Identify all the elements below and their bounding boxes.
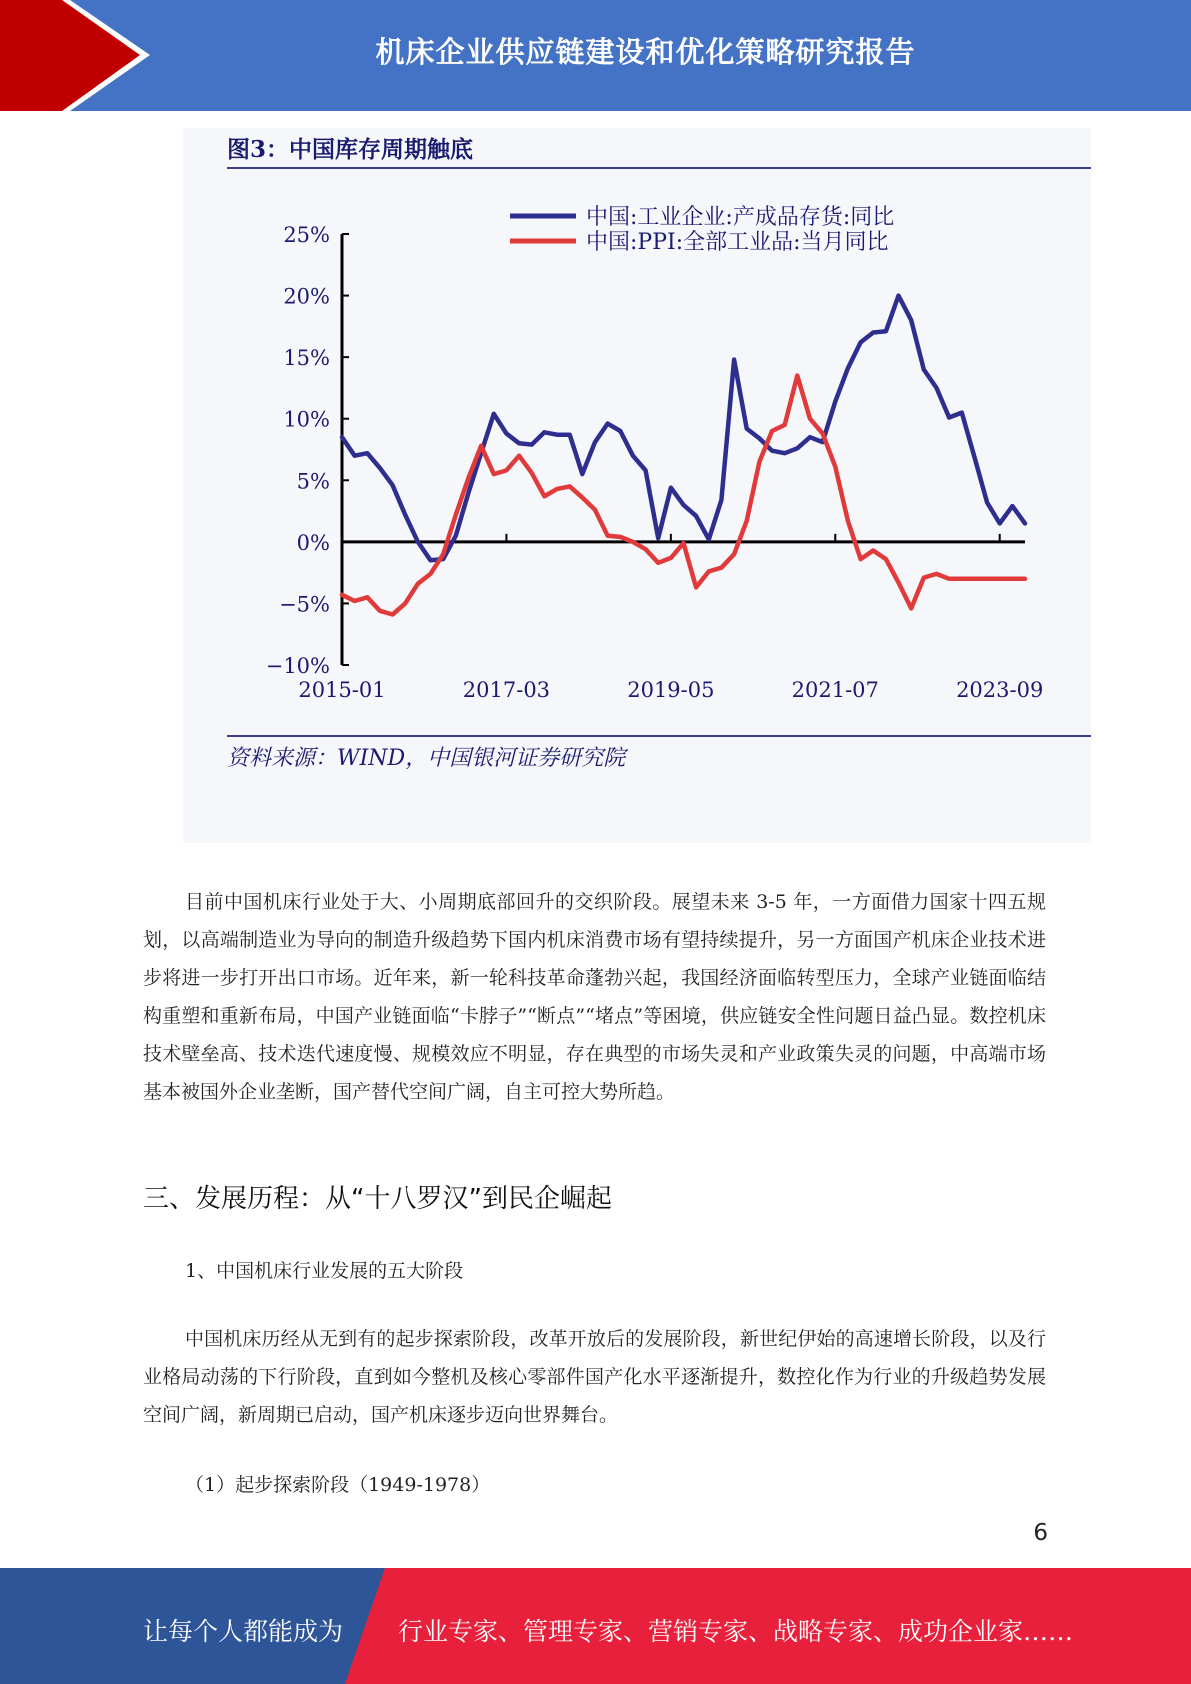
series-point-2 (835, 466, 837, 468)
series-point-1 (721, 499, 723, 501)
page-header (0, 0, 1191, 111)
y-tick-label: 25% (283, 223, 330, 247)
page-number: 6 (1033, 1520, 1048, 1546)
series-point-1 (898, 295, 900, 297)
series-point-1 (594, 441, 596, 443)
series-point-1 (708, 539, 710, 541)
series-point-1 (607, 423, 609, 425)
subheading-stage-one: （1）起步探索阶段（1949-1978） (185, 1474, 491, 1496)
section-heading: 三、发展历程：从“十八罗汉”到民企崛起 (143, 1184, 612, 1214)
series-point-1 (367, 452, 369, 454)
series-point-1 (392, 484, 394, 486)
figure-source: 资料来源：WIND，中国银河证券研究院 (227, 746, 626, 771)
series-point-1 (417, 541, 419, 543)
series-point-1 (948, 417, 950, 419)
series-point-2 (594, 509, 596, 511)
series-point-1 (872, 332, 874, 334)
paragraph-industry-outlook: 目前中国机床行业处于大、小周期底部回升的交织阶段。展望未来 3-5 年，一方面借力国家十四五规划，以高端制造业为导向的制造升级趋势下国内机床消费市场有望持续提升，另一方面国产机床企业技术进步将进一步打开出口市场。近年来，新一轮科技革命蓬勃兴起，我国经济面临转型压力，全球产业链面临结构重塑和重新布局，中国产业链面临“卡脖子”“断点”“堵点”等困境，供应链安全性问题日益凸显。数控机床技术壁垒高、技术迭代速度慢、规模效应不明显，存在典型的市场失灵和产业政策失灵的问题，中高端市场基本被国外企业垄断，国产替代空间广阔，自主可控大势所趋。 (143, 891, 1046, 1103)
series-point-1 (759, 438, 761, 440)
series-point-2 (493, 473, 495, 475)
x-tick-label: 2021-07 (791, 678, 879, 702)
series-point-1 (657, 537, 659, 539)
series-point-2 (468, 477, 470, 479)
series-point-1 (468, 492, 470, 494)
series-point-2 (392, 614, 394, 616)
series-point-2 (455, 514, 457, 516)
series-point-2 (341, 594, 343, 596)
series-point-1 (620, 430, 622, 432)
series-point-2 (721, 567, 723, 569)
series-point-2 (784, 424, 786, 426)
series-point-2 (999, 578, 1001, 580)
series-line-2 (342, 376, 1025, 615)
series-point-2 (480, 445, 482, 447)
series-point-2 (746, 520, 748, 522)
series-point-1 (670, 487, 672, 489)
series-point-2 (367, 597, 369, 599)
series-point-2 (1012, 578, 1014, 580)
series-point-1 (974, 456, 976, 458)
series-point-2 (809, 418, 811, 420)
series-point-2 (354, 600, 356, 602)
report-title: 机床企业供应链建设和优化策略研究报告 (375, 35, 916, 69)
y-tick-label: 20% (283, 284, 330, 309)
series-point-1 (835, 401, 837, 403)
series-point-1 (531, 444, 533, 446)
y-tick-label: 10% (283, 407, 330, 432)
x-tick-label: 2023-09 (956, 678, 1044, 702)
series-point-1 (746, 428, 748, 430)
y-tick-label: −10% (265, 654, 330, 678)
series-point-1 (1012, 505, 1014, 507)
series-point-2 (872, 550, 874, 552)
series-point-1 (809, 436, 811, 438)
series-point-1 (518, 443, 520, 445)
series-point-2 (961, 578, 963, 580)
series-point-1 (822, 441, 824, 443)
series-point-2 (910, 608, 912, 610)
series-point-1 (986, 502, 988, 504)
series-point-2 (620, 536, 622, 538)
series-point-2 (695, 587, 697, 589)
footer-slogan-right: 行业专家、管理专家、营销专家、战略专家、成功企业家…… (398, 1617, 1074, 1646)
series-point-2 (948, 578, 950, 580)
series-point-1 (506, 433, 508, 435)
series-point-1 (569, 434, 571, 436)
legend-label-1: 中国:工业企业:产成品存货:同比 (586, 205, 895, 230)
series-point-2 (556, 488, 558, 490)
series-point-2 (404, 603, 406, 605)
y-tick-label: −5% (279, 592, 330, 617)
series-point-2 (379, 610, 381, 612)
series-point-1 (961, 412, 963, 414)
figure-title: 图3：中国库存周期触底 (227, 136, 474, 163)
series-point-1 (936, 387, 938, 389)
series-point-1 (860, 342, 862, 344)
paragraph-development-history: 中国机床历经从无到有的起步探索阶段，改革开放后的发展阶段，新世纪伊始的高速增长阶段，以及行业格局动荡的下行阶段，直到如今整机及核心零部件国产化水平逐渐提升，数控化作为行业的升级趋势发展空间广阔，新周期已启动，国产机床逐步迈向世界舞台。 (143, 1328, 1046, 1426)
series-point-1 (910, 319, 912, 321)
series-point-2 (1024, 578, 1026, 580)
series-point-1 (556, 434, 558, 436)
series-point-2 (797, 375, 799, 377)
footer-slogan-left: 让每个人都能成为 (143, 1617, 344, 1646)
series-point-1 (379, 467, 381, 469)
series-point-1 (430, 560, 432, 562)
legend-label-2: 中国:PPI:全部工业品:当月同比 (586, 230, 889, 255)
series-point-2 (683, 542, 685, 544)
series-point-1 (784, 452, 786, 454)
series-point-2 (442, 553, 444, 555)
series-point-1 (645, 470, 647, 472)
series-point-1 (683, 504, 685, 506)
series-point-2 (923, 577, 925, 579)
series-point-1 (885, 331, 887, 333)
series-point-2 (974, 578, 976, 580)
series-point-2 (417, 583, 419, 585)
series-point-2 (569, 486, 571, 488)
series-point-1 (733, 359, 735, 361)
series-point-2 (986, 578, 988, 580)
series-point-1 (455, 535, 457, 537)
series-point-2 (847, 520, 849, 522)
series-point-2 (657, 562, 659, 564)
series-point-1 (493, 413, 495, 415)
series-point-2 (860, 558, 862, 560)
series-point-1 (771, 450, 773, 452)
series-point-2 (670, 557, 672, 559)
series-point-1 (354, 455, 356, 457)
subheading-five-stages: 1、中国机床行业发展的五大阶段 (185, 1260, 464, 1282)
x-tick-label: 2019-05 (627, 678, 715, 702)
series-point-2 (708, 571, 710, 573)
series-point-2 (822, 433, 824, 435)
series-point-2 (733, 553, 735, 555)
series-point-2 (771, 430, 773, 432)
x-tick-label: 2017-03 (462, 678, 551, 702)
y-tick-label: 0% (296, 530, 330, 555)
series-point-1 (847, 367, 849, 369)
series-point-1 (341, 436, 343, 438)
series-point-2 (544, 496, 546, 498)
series-point-1 (582, 473, 584, 475)
series-point-2 (936, 573, 938, 575)
figure-chart (183, 128, 1091, 843)
series-point-2 (885, 558, 887, 560)
series-point-2 (632, 541, 634, 543)
series-point-1 (404, 514, 406, 516)
series-point-2 (759, 461, 761, 463)
series-point-2 (582, 497, 584, 499)
series-point-2 (531, 472, 533, 474)
series-point-2 (607, 535, 609, 537)
series-point-2 (506, 470, 508, 472)
series-point-2 (518, 455, 520, 457)
series-point-2 (645, 548, 647, 550)
y-tick-label: 15% (283, 346, 330, 371)
series-point-1 (999, 523, 1001, 525)
series-point-2 (430, 573, 432, 575)
series-point-1 (797, 448, 799, 450)
series-line-1 (342, 296, 1025, 561)
series-point-1 (1024, 523, 1026, 525)
inventory-cycle-chart (183, 128, 1091, 843)
series-point-2 (898, 582, 900, 584)
series-point-1 (923, 369, 925, 371)
series-point-1 (544, 432, 546, 434)
page-footer (0, 1568, 1191, 1684)
series-point-1 (695, 515, 697, 517)
series-point-1 (632, 455, 634, 457)
x-tick-label: 2015-01 (298, 678, 386, 702)
y-tick-label: 5% (296, 469, 330, 494)
